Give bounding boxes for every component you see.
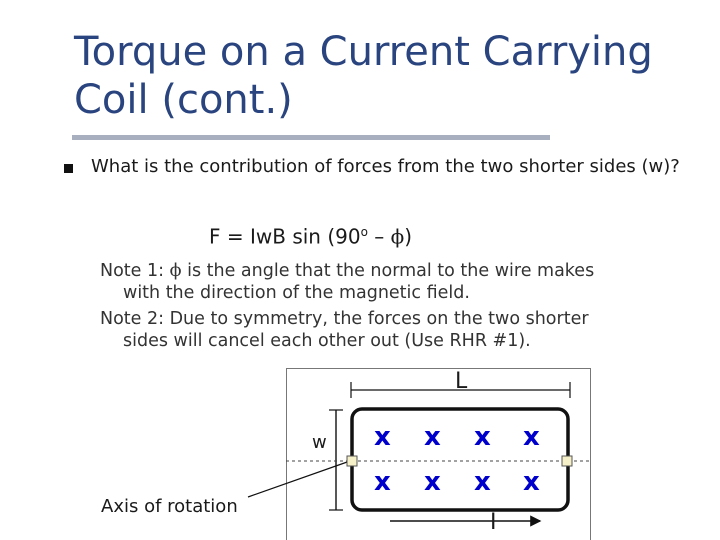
right-pivot-icon	[562, 456, 572, 466]
field-into-page-mark: x	[424, 422, 441, 452]
field-into-page-mark: x	[374, 422, 391, 452]
formula-phi: ϕ	[390, 224, 405, 249]
field-into-page-mark: x	[474, 422, 491, 452]
current-label: I	[490, 510, 497, 535]
slide-title: Torque on a Current Carrying Coil (cont.)	[74, 29, 653, 123]
width-label: w	[312, 432, 327, 453]
note-1-line1: is the angle that the normal to the wire makes	[181, 261, 595, 281]
field-into-page-mark: x	[474, 467, 491, 497]
formula-sin: sin (90	[285, 224, 361, 249]
note-1-phi: ϕ	[169, 261, 182, 281]
field-into-page-mark: x	[523, 422, 540, 452]
bullet-question: What is the contribution of forces from the two shorter sides (w)?	[91, 156, 680, 177]
field-into-page-mark: x	[523, 467, 540, 497]
note-1-prefix: Note 1:	[100, 261, 170, 281]
note-2-line1: Note 2: Due to symmetry, the forces on the two shorter	[100, 309, 589, 329]
formula-lhs: F = Iw	[209, 224, 273, 249]
field-into-page-mark: x	[374, 467, 391, 497]
note-2-line2: sides will cancel each other out (Use RHR #1).	[123, 331, 531, 351]
field-into-page-mark: x	[424, 467, 441, 497]
note-1-line2: with the direction of the magnetic field.	[123, 283, 470, 303]
axis-pointer-line	[248, 461, 350, 497]
formula-minus: –	[367, 224, 391, 249]
formula-close: )	[404, 224, 413, 249]
length-label: L	[455, 369, 468, 394]
axis-of-rotation-label: Axis of rotation	[101, 496, 238, 517]
left-pivot-icon	[347, 456, 357, 466]
formula-degree: o	[360, 225, 368, 239]
formula-b: B	[272, 224, 286, 249]
